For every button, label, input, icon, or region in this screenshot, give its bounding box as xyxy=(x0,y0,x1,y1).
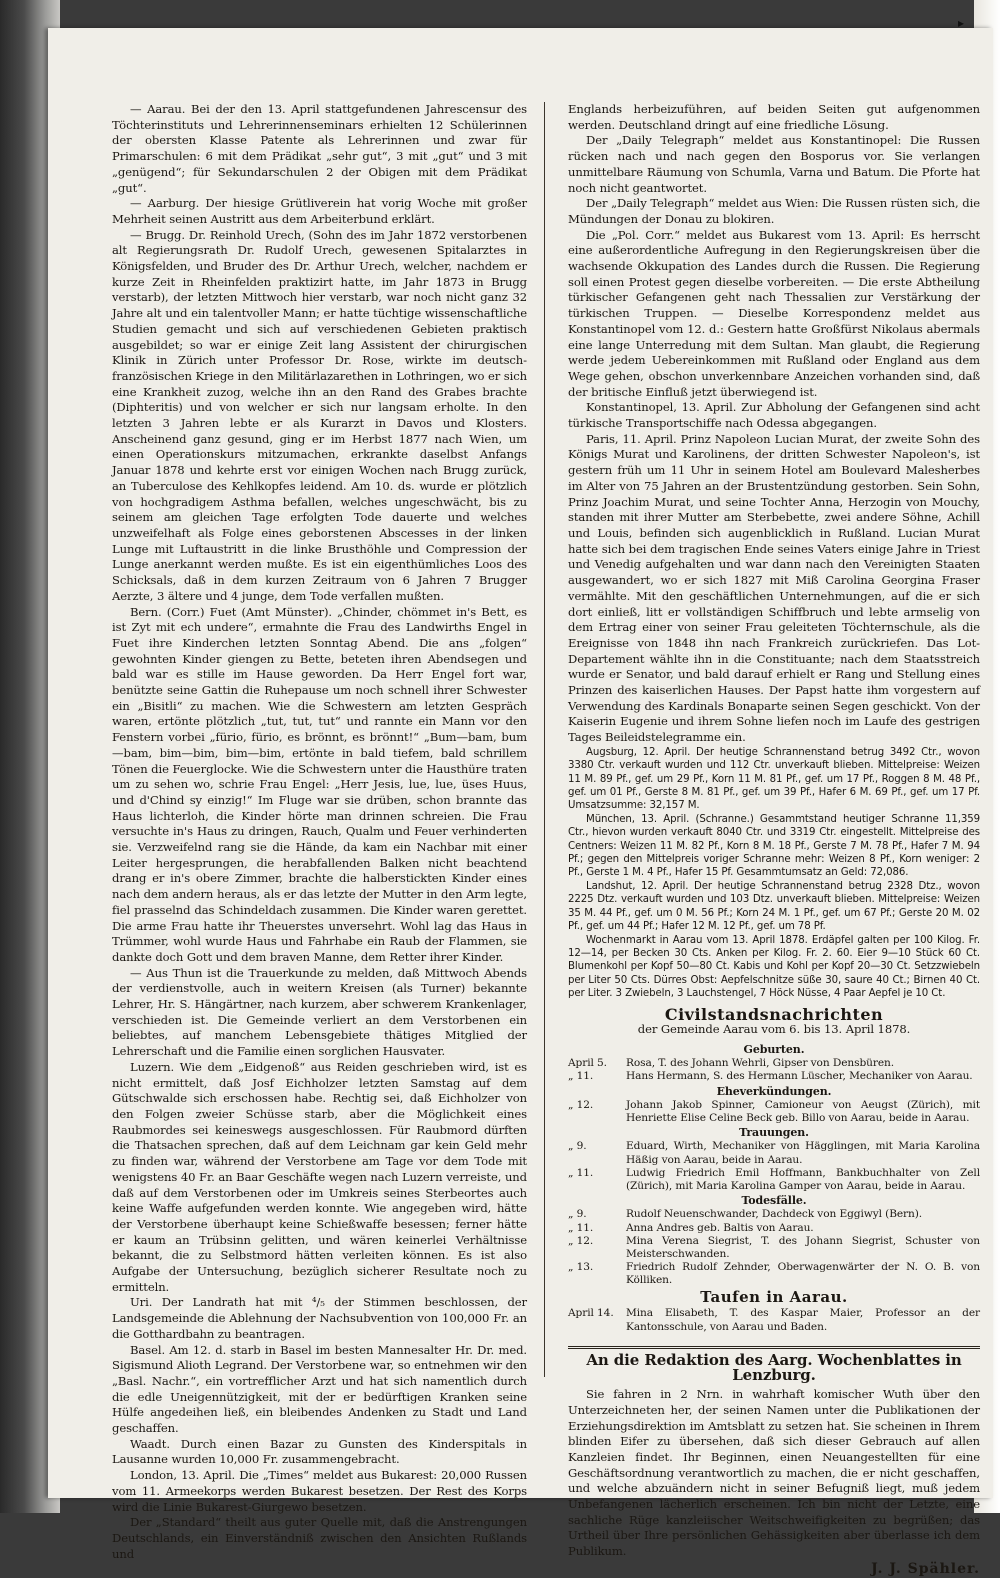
table-row: April 5. Rosa, T. des Johann Wehrli, Gipser von Densbüren. xyxy=(568,1057,894,1070)
weddings-heading: Trauungen. xyxy=(739,1126,809,1140)
table-row: „ 11. Hans Hermann, S. des Hermann Lüscher, Mechaniker von Aarau. xyxy=(568,1070,973,1083)
article-pol-corr: Die „Pol. Corr.“ meldet aus Bukarest vom 13. April: Es herrscht eine außerordentliche Aufregung in den Regierungskreisen über die wachsende Okkupation des Landes durch die Russen. Die Regierung soll einen Protest gegen dieselbe vorbereiten. — Die erste Abtheilung türkischer Gefangenen geht nach Thessalien zur Verstärkung der türkischen Truppen. — Dieselbe Korrespondenz meldet aus Konstantinopel vom 12. d.: Gestern hatte Großfürst Nikolaus abermals eine lange Unterredung mit dem Sultan. Man glaubt, die Regierung werde jedem Uebereinkommen mit Rußland oder England aus dem Wege gehen, obschon unverkennbare Anzeichen vorhanden sind, daß der britische Einfluß jetzt überwiegend ist. xyxy=(568,227,980,399)
corner-mark: ▸ xyxy=(957,16,964,30)
civil-title: Civilstandsnachrichten xyxy=(664,1004,884,1024)
column-divider xyxy=(544,102,545,1377)
deaths-heading: Todesfälle. xyxy=(741,1194,807,1208)
article-standard: Der „Standard“ theilt aus guter Quelle mit, daß die Anstrengungen Deutschlands, ein Einverständniß zwischen den Ansichten Rußlands und xyxy=(112,1515,527,1561)
article-thun: — Aus Thun ist die Trauerkunde zu melden, daß Mittwoch Abends der verdienstvolle, auch in weitern Kreisen (als Turner) bekannte Lehrer, Hr. S. Hängärtner, nach kurzem, aber schwerem Krankenlager, verschieden ist. Die Gemeinde verliert an dem Verstorbenen ein beliebtes, auf manchem Lebensgebiete thätiges Mitglied der Lehrerschaft und die Familie einen sorglichen Hausvater. xyxy=(112,965,527,1059)
article-telegraph-1: Der „Daily Telegraph“ meldet aus Konstantinopel: Die Russen rücken nach und nach gegen den Bosporus vor. Sie verlangen unmittelbare Räumung von Schumla, Varna und Batum. Die Pforte hat noch nicht geantwortet. xyxy=(568,133,980,195)
table-row: „ 9. Eduard, Wirth, Mechaniker von Hägglingen, mit Maria Karolina Häßig von Aarau, beide in Aarau. xyxy=(568,1140,980,1166)
civil-subtitle: der Gemeinde Aarau vom 6. bis 13. April 1878. xyxy=(637,1022,911,1037)
article-telegraph-2: Der „Daily Telegraph“ meldet aus Wien: Die Russen rüsten sich, die Mündungen der Donau zu blokiren. xyxy=(568,196,980,226)
article-bern: Bern. (Corr.) Fuet (Amt Münster). „Chinder, chömmet in's Bett, es ist Zyt mit ech undere“, ermahnte die Frau des Landwirths Engel in Fuet ihre Kinderchen letzten Sonntag Abend. Die ans „folgen“ gewohnten Kinder giengen zu Bette, beteten ihren Abendsegen und bald war es stille im Hause geworden. Da Herr Engel fort war, benützte seine Gattin die Ruhepause um noch schnell ihrer Schwester ein „Bisitli“ zu machen. Wie die Schwestern am letzten Gespräch waren, ertönte plötzlich „tut, tut, tut“ und rannte ein Mann vor den Fenstern vorbei „fürio, fürio, es brönnt, es brönnt!“ „Bum—bam, bum—bam, bim—bim, bim—bim, ertönte in bald tiefem, bald schrillem Tönen die Feuerglocke. Wie die Schwestern unter die Hausthüre traten um zu sehen wo, schrie Frau Engel: „Herr Jesis, lue, lue, üses Huus, und d'Chind sy einzig!“ Im Fluge war sie drüben, schon brannte das Haus lichterloh, die Kinder hörte man drinnen schreien. Die Frau versuchte in's Haus zu dringen, Rauch, Qualm und Feuer verhinderten sie. Verzweifelnd rang sie die Hände, da kam ein Nachbar mit einer Leiter hergesprungen, die herabfallenden Balken nicht beachtend drang er in's obere Zimmer, brachte die halberstickten Kinder eines nach dem andern heraus, als er das letzte der Mutter in den Arm legte, fiel prasselnd das Schindeldach zusammen. Die Kinder waren gerettet. Die arme Frau hatte ihr Theuerstes unversehrt. Wohl lag das Haus in Trümmer, wohl wurde Haus und Fahrhabe ein Raub der Flammen, sie dankte doch Gott und dem braven Manne, dem Retter ihrer Kinder. xyxy=(112,604,527,964)
notice-signature: J. J. Spähler. xyxy=(871,1560,980,1577)
article-aarau: — Aarau. Bei der den 13. April stattgefundenen Jahrescensur des Töchterinstituts und Lehrerinnenseminars erhielten 12 Schülerinnen der obersten Klasse Patente als Lehrerinnen und zwar für Primarschulen: 6 mit dem Prädikat „sehr gut“, 3 mit „gut“ und 3 mit „genügend“; für Sekundarschulen 2 der Obigen mit dem Prädikat „gut“. xyxy=(112,102,527,195)
baptisms-title: Taufen in Aarau. xyxy=(700,1287,848,1306)
table-row: „ 13. Friedrich Rudolf Zehnder, Oberwagenwärter der N. O. B. von Kölliken. xyxy=(568,1261,980,1287)
market-muenchen: München, 13. April. (Schranne.) Gesammtstand heutiger Schranne 11,359 Ctr., hievon wurden verkauft 8040 Ctr. und 3319 Ctr. eingestellt. Mittelpreise des Centners: Weizen 11 M. 82 Pf., Korn 8 M. 18 Pf., Gerste 7 M. 78 Pf., Hafer 7 M. 94 Pf.; gegen den Mittelpreis voriger Schranne mehr: Weizen 8 Pf., Korn weniger: 2 Pf., Gerste 1 M. 4 Pf., Hafer 15 Pf. Gesammtumsatz an Geld: 72,086. xyxy=(568,813,980,879)
table-row: „ 12. Mina Verena Siegrist, T. des Johann Siegrist, Schuster von Meisterschwanden. xyxy=(568,1234,980,1260)
market-augsburg: Augsburg, 12. April. Der heutige Schrannenstand betrug 3492 Ctr., wovon 3380 Ctr. verkauft wurden und 112 Ctr. unverkauft blieben. Mittelpreise: Weizen 11 M. 89 Pf., gef. um 29 Pf., Korn 11 M. 81 Pf., gef. um 17 Pf., Roggen 8 M. 48 Pf., gef. um 01 Pf., Gerste 8 M. 81 Pf., gef. um 39 Pf., Hafer 6 M. 69 Pf., gef. um 17 Pf. Umsatzsumme: 32,157 M. xyxy=(568,746,980,812)
civil-register xyxy=(568,1042,980,1288)
article-uri: Uri. Der Landrath hat mit ⁴/₅ der Stimmen beschlossen, der Landsgemeinde die Ablehnung der Nachsubvention von 100,000 Fr. an die Gotthardbahn zu beantragen. xyxy=(112,1295,527,1341)
table-row: „ 9. Rudolf Neuenschwander, Dachdeck von Eggiwyl (Bern). xyxy=(568,1208,923,1221)
article-basel: Basel. Am 12. d. starb in Basel im besten Mannesalter Hr. Dr. med. Sigismund Alioth Legrand. Der Verstorbene war, so entnehmen wir den „Basl. Nachr.“, ein vortrefflicher Arzt und hat sich namentlich durch die edle Uneigennützigkeit, mit der er bedürftigen Kranken seine Hülfe angedeihen ließ, ein bleibendes Andenken zu Stadt und Land geschaffen. xyxy=(112,1342,527,1436)
table-row: „ 11. Ludwig Friedrich Emil Hoffmann, Bankbuchhalter von Zell (Zürich), mit Maria Karolina Gamper von Aarau, beide in Aarau. xyxy=(568,1166,980,1192)
article-brugg: — Brugg. Dr. Reinhold Urech, (Sohn des im Jahr 1872 verstorbenen alt Regierungsrath Dr. Rudolf Urech, gewesenen Spitalarztes in Königsfelden, und Bruder des Dr. Arthur Urech, welcher, nachdem er kurze Zeit in Rheinfelden praktizirt hatte, im Jahr 1873 in Brugg verstarb), der letzten Mittwoch hier verstarb, war noch nicht ganz 32 Jahre alt und ein talentvoller Mann; er hatte tüchtige wissenschaftliche Studien gemacht und sich auf verschiedenen Gebieten praktisch ausgebildet; so war er einige Zeit lang Assistent der chirurgischen Klinik in Zürich unter Professor Dr. Rose, wirkte im deutsch-französischen Kriege in den Militärlazarethen in Lothringen, wo er sich eine Krankheit zuzog, welche ihn an den Rand des Grabes brachte (Diphteritis) und von welcher er sich nur langsam erholte. In den letzten 3 Jahren lebte er als Kurarzt in Davos und Klosters. Anscheinend ganz gesund, ging er im Herbst 1877 nach Wien, um einen Operationskurs mitzumachen, erkrankte daselbst Anfangs Januar 1878 und kehrte erst vor einigen Wochen nach Brugg zurück, an Tuberculose des Kehlkopfes leidend. Am 10. ds. wurde er plötzlich von hochgradigem Asthma befallen, welches ungeschwächt, bis zu seinem am gleichen Tage erfolgten Tode dauerte und welches unzweifelhaft als Folge eines geborstenen Abscesses in der linken Lunge mit Luftaustritt in die linke Brusthöhle und Compression der Lunge anerkannt werden mußte. Es ist ein eigenthümliches Loos des Schicksals, daß in dem kurzen Zeitraum von 6 Jahren 7 Brugger Aerzte, 3 ältere und 4 junge, dem Tode verfallen mußten. xyxy=(112,227,527,603)
article-england-cont: Englands herbeizuführen, auf beiden Seiten gut aufgenommen werden. Deutschland dringt auf eine friedliche Lösung. xyxy=(568,102,980,132)
notice-title: An die Redaktion des Aarg. Wochenblattes in Lenzburg. xyxy=(586,1350,962,1385)
promises-heading: Eheverkündungen. xyxy=(716,1084,832,1098)
table-row: „ 11. Anna Andres geb. Baltis von Aarau. xyxy=(568,1221,814,1234)
market-landshut: Landshut, 12. April. Der heutige Schrannenstand betrug 2328 Dtz., wovon 2225 Dtz. verkauft wurden und 103 Dtz. unverkauft blieben. Mittelpreise: Weizen 35 M. 44 Pf., gef. um 0 M. 56 Pf.; Korn 24 M. 1 Pf., gef. um 67 Pf.; Gerste 20 M. 02 Pf., gef. um 44 Pf.; Hafer 12 M. 12 Pf., gef. um 78 Pf. xyxy=(568,880,980,933)
market-reports xyxy=(568,746,980,1001)
baptisms-register xyxy=(568,1307,980,1333)
left-column xyxy=(112,102,527,1562)
births-heading: Geburten. xyxy=(743,1042,805,1056)
market-aarau: Wochenmarkt in Aarau vom 13. April 1878. Erdäpfel galten per 100 Kilog. Fr. 12—14, per Becken 30 Cts. Anken per Kilog. Fr. 2. 60. Eier 9—10 Stück 60 Ct. Blumenkohl per Kopf 50—80 Ct. Kabis und Kohl per Kopf 20—30 Ct. Setzzwiebeln per Liter 50 Cts. Dürres Obst: Aepfelschnitze süße 30, saure 40 Ct.; Birnen 40 Ct. per Liter. 3 Zwiebeln, 3 Lauchstengel, 7 Höck Nüsse, 4 Paar Aepfel je 10 Ct. xyxy=(568,934,980,1000)
table-row: April 14. Mina Elisabeth, T. des Kaspar Maier, Professor an der Kantonsschule, von Aarau und Baden. xyxy=(568,1307,980,1333)
table-row: „ 12. Johann Jakob Spinner, Camioneur von Aeugst (Zürich), mit Henriette Elise Celine Beck geb. Billo von Aarau, beide in Aarau. xyxy=(568,1098,980,1124)
notice-body: Sie fahren in 2 Nrn. in wahrhaft komischer Wuth über den Unterzeichneten her, der seinen Namen unter die Publikationen der Erziehungsdirektion im Amtsblatt zu setzen hat. Sie scheinen in Ihrem blinden Eifer zu übersehen, daß sich dieser Gebrauch auf allen Kanzleien findet. Ihr Beginnen, einen Neuangestellten für eine Geschäftsordnung verantwortlich zu machen, die er nicht geschaffen, und welche abzuändern nicht in seiner Befugniß liegt, muß jedem Unbefangenen lächerlich erscheinen. Ich bin nicht der Letzte, eine sachliche Rüge kanzleiischer Weitschweifigkeiten zu begrüßen; das Urtheil über Ihre persönlichen Gehässigkeiten aber überlasse ich dem Publikum. xyxy=(568,1387,980,1559)
article-aarburg: — Aarburg. Der hiesige Grütliverein hat vorig Woche mit großer Mehrheit seinen Austritt aus dem Arbeiterbund erklärt. xyxy=(112,196,527,226)
article-waadt: Waadt. Durch einen Bazar zu Gunsten des Kinderspitals in Lausanne wurden 10,000 Fr. zusammengebracht. xyxy=(112,1436,527,1467)
notice xyxy=(568,1346,980,1578)
article-luzern: Luzern. Wie dem „Eidgenoß“ aus Reiden geschrieben wird, ist es nicht ermittelt, daß Josf Eichholzer letzten Samstag auf dem Gütschwalde sich erschossen habe. Rechtig sei, daß Eichholzer von den Folgen zweier Schüsse starb, aber die Möglichkeit eines Raubmordes sei keineswegs ausgeschlossen. Für Raubmord dürften die Thatsachen sprechen, daß auf dem Leichnam gar kein Geld mehr zu finden war, während der Verstorbene am Tage vor dem Tode mit wenigstens 40 Fr. an Baar Geschäfte wegen nach Luzern verreiste, und daß auf dem Verstorbenen oder im Umkreis seines Sterbeortes auch keine Waffe aufgefunden werden konnte. Wie angegeben wird, hätte der Verstorbene überhaupt keine Schießwaffe besessen; ferner hätte er kaum an Trübsinn gelitten, und wären keinerlei Verhältnisse bekannt, die zu Selbstmord hätten verleiten können. Es ist also Aufgabe der Untersuchung, bezüglich sicherer Resultate noch zu ermitteln. xyxy=(112,1059,527,1294)
right-column xyxy=(568,102,980,1578)
article-paris: Paris, 11. April. Prinz Napoleon Lucian Murat, der zweite Sohn des Königs Murat und Karolinens, der dritten Schwester Napoleon's, ist gestern früh um 11 Uhr in seinem Hotel am Boulevard Malesherbes im Alter von 75 Jahren an der Brustentzündung gestorben. Sein Sohn, Prinz Joachim Murat, und seine Tochter Anna, Herzogin von Mouchy, standen mit ihrer Mutter am Sterbebette, zwei andere Söhne, Achill und Louis, befinden sich augenblicklich in Rußland. Lucian Murat hatte sich bei dem tragischen Ende seines Vaters einige Jahre in Triest und Venedig aufgehalten und war dann nach den Vereinigten Staaten ausgewandert, wo er sich 1827 mit Miß Carolina Georgina Fraser vermählte. Mit den geschäftlichen Unternehmungen, auf die er sich dort einließ, litt er vollständigen Schiffbruch und lebte armselig von dem Ertrag einer von seiner Frau geleiteten Töchternschule, als die Ereignisse von 1848 ihn nach Frankreich zurückriefen. Das Lot-Departement wählte ihn in die Constituante; nach dem Staatsstreich wurde er Senator, und bald darauf erhielt er Rang und Stellung eines Prinzen des kaiserlichen Hauses. Der Papst hatte ihm vorgestern auf Verwendung des Kardinals Bonaparte seinen Segen geschickt. Von der Kaiserin Eugenie und ihrem Sohne liefen noch im Laufe des gestrigen Tages Beileidstelegramme ein. xyxy=(568,431,980,745)
article-london: London, 13. April. Die „Times“ meldet aus Bukarest: 20,000 Russen vom 11. Armeekorps werden Bukarest besetzen. Der Rest des Korps wird die Linie Bukarest-Giurgewo besetzen. xyxy=(112,1468,527,1514)
article-konstantinopel: Konstantinopel, 13. April. Zur Abholung der Gefangenen sind acht türkische Transportschiffe nach Odessa abgegangen. xyxy=(568,400,980,431)
